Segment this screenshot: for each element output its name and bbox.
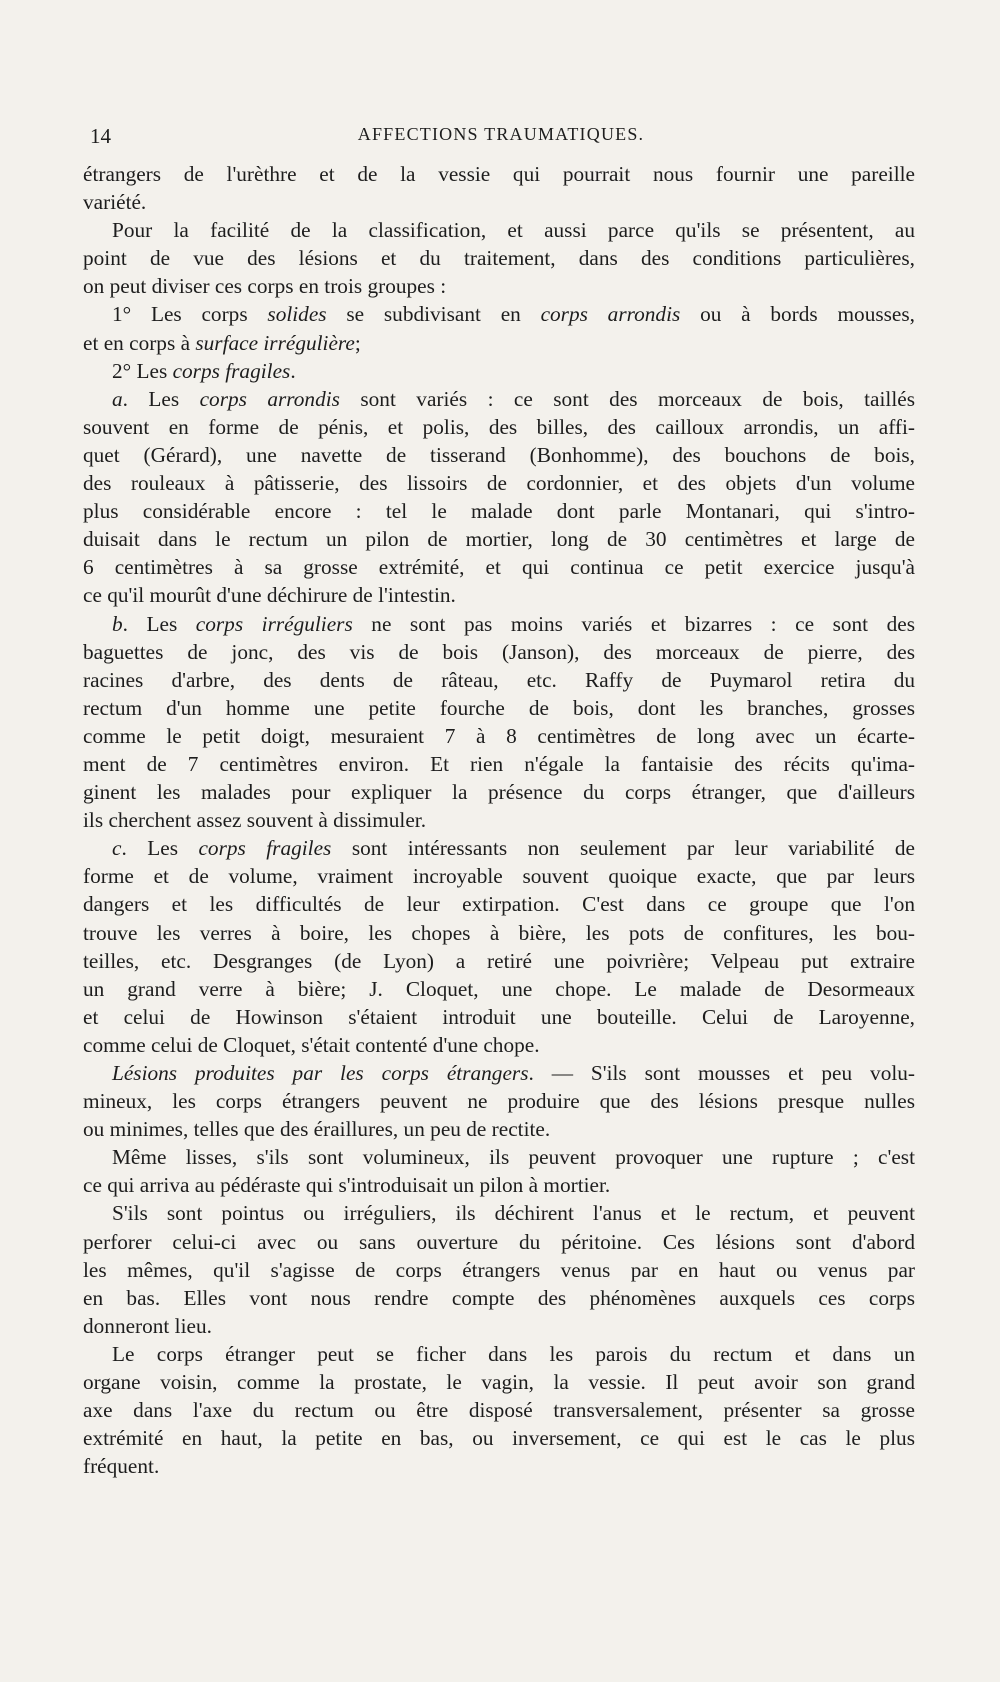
text-line: et celui de Howinson s'étaient introduit une bouteille. Celui de Laroyenne, xyxy=(83,1004,915,1029)
text-line: Lésions produites par les corps étrangers. — S'ils sont mousses et peu volu- xyxy=(112,1061,915,1085)
text-line: rectum d'un homme une petite fourche de bois, dont les branches, grosses xyxy=(83,695,915,720)
text-line: point de vue des lésions et du traitement, dans des conditions particulières, xyxy=(83,246,915,271)
text-line: comme le petit doigt, mesuraient 7 à 8 centimètres de long avec un écarte- xyxy=(83,723,915,748)
text-line: variété. xyxy=(83,190,147,215)
text-line: ce qu'il mourût d'une déchirure de l'intestin. xyxy=(83,583,456,608)
text-line: des rouleaux à pâtisserie, des lissoirs de cordonnier, et des objets d'un volume xyxy=(83,471,915,496)
text-line: quet (Gérard), une navette de tisserand (Bonhomme), des bouchons de bois, xyxy=(83,442,915,467)
text-line: Pour la facilité de la classification, et aussi parce qu'ils se présentent, au xyxy=(112,218,915,243)
text-line: Même lisses, s'ils sont volumineux, ils peuvent provoquer une rupture ; c'est xyxy=(112,1145,915,1170)
text-line: teilles, etc. Desgranges (de Lyon) a retiré une poivrière; Velpeau put extraire xyxy=(83,948,915,973)
text-line: ou minimes, telles que des éraillures, un peu de rectite. xyxy=(83,1117,551,1142)
text-line: ils cherchent assez souvent à dissimuler. xyxy=(83,808,427,833)
text-line: les mêmes, qu'il s'agisse de corps étrangers venus par en haut ou venus par xyxy=(83,1257,915,1282)
text-line: perforer celui-ci avec ou sans ouverture du péritoine. Ces lésions sont d'abord xyxy=(83,1229,915,1254)
text-line: organe voisin, comme la prostate, le vagin, la vessie. Il peut avoir son grand xyxy=(83,1370,915,1395)
text-line: forme et de volume, vraiment incroyable souvent quoique exacte, que par leurs xyxy=(83,864,915,889)
body-text xyxy=(83,160,915,1480)
text-line: ginent les malades pour expliquer la présence du corps étranger, que d'ailleurs xyxy=(83,780,915,805)
text-line: extrémité en haut, la petite en bas, ou inversement, ce qui est le cas le plus xyxy=(83,1426,915,1451)
text-line: axe dans l'axe du rectum ou être disposé transversalement, présenter sa grosse xyxy=(83,1398,915,1423)
text-line: souvent en forme de pénis, et polis, des billes, des cailloux arrondis, un affi- xyxy=(83,414,915,439)
text-line: 6 centimètres à sa grosse extrémité, et qui continua ce petit exercice jusqu'à xyxy=(83,555,915,580)
text-line: b. Les corps irréguliers ne sont pas moins variés et bizarres : ce sont des xyxy=(112,611,915,636)
text-line: donneront lieu. xyxy=(83,1313,212,1338)
text-line: en bas. Elles vont nous rendre compte des phénomènes auxquels ces corps xyxy=(83,1285,915,1310)
text-line: plus considérable encore : tel le malade dont parle Montanari, qui s'intro- xyxy=(83,499,915,524)
text-line: baguettes de jonc, des vis de bois (Janson), des morceaux de pierre, des xyxy=(83,639,915,664)
text-line: trouve les verres à boire, les chopes à bière, les pots de confitures, les bou- xyxy=(83,920,915,945)
text-line: étrangers de l'urèthre et de la vessie qui pourrait nous fournir une pareille xyxy=(83,162,915,186)
text-line: dangers et les difficultés de leur extirpation. C'est dans ce groupe que l'on xyxy=(83,892,915,917)
text-line: mineux, les corps étrangers peuvent ne produire que des lésions presque nulles xyxy=(83,1089,915,1114)
page-number: 14 xyxy=(90,124,111,148)
text-line: S'ils sont pointus ou irréguliers, ils déchirent l'anus et le rectum, et peuvent xyxy=(112,1201,915,1226)
text-line: fréquent. xyxy=(83,1454,160,1479)
text-line: 2° Les corps fragiles. xyxy=(112,358,296,383)
text-line: ment de 7 centimètres environ. Et rien n'égale la fantaisie des récits qu'ima- xyxy=(83,751,915,776)
text-line: comme celui de Cloquet, s'était contenté d'une chope. xyxy=(83,1032,540,1057)
text-line: c. Les corps fragiles sont intéressants non seulement par leur variabilité de xyxy=(112,836,915,861)
text-line: Le corps étranger peut se ficher dans les parois du rectum et dans un xyxy=(112,1341,915,1366)
text-line: a. Les corps arrondis sont variés : ce sont des morceaux de bois, taillés xyxy=(112,386,916,411)
text-line: 1° Les corps solides se subdivisant en corps arrondis ou à bords mousses, xyxy=(112,302,915,327)
text-line: ce qui arriva au pédéraste qui s'introduisait un pilon à mortier. xyxy=(83,1173,611,1198)
text-line: racines d'arbre, des dents de râteau, etc. Raffy de Puymarol retira du xyxy=(83,667,915,692)
text-line: duisait dans le rectum un pilon de mortier, long de 30 centimètres et large de xyxy=(83,527,915,552)
text-line: on peut diviser ces corps en trois groupes : xyxy=(83,274,447,299)
page-header xyxy=(90,124,912,152)
running-head: AFFECTIONS TRAUMATIQUES. xyxy=(357,124,645,144)
text-line: et en corps à surface irrégulière; xyxy=(83,330,361,355)
text-line: un grand verre à bière; J. Cloquet, une chope. Le malade de Desormeaux xyxy=(83,976,915,1001)
